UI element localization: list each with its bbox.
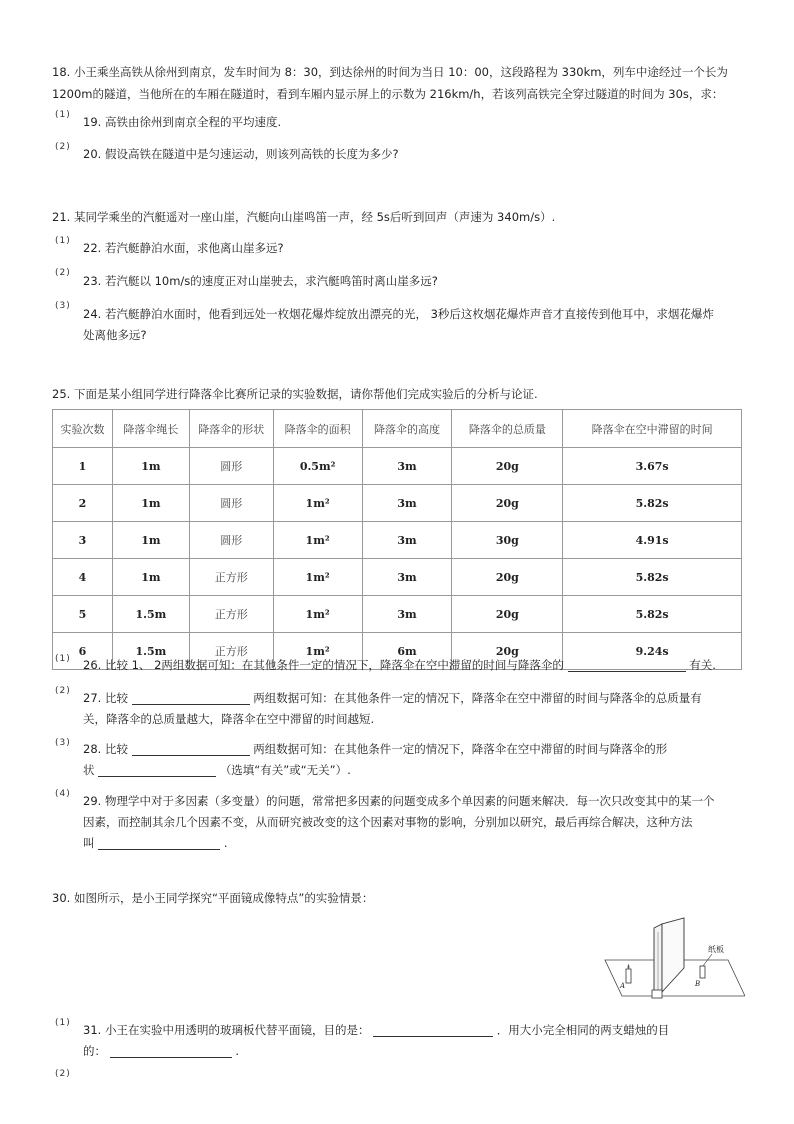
table-cell: 9.24s	[563, 633, 742, 670]
q18-stem	[52, 61, 742, 105]
table-cell: 圆形	[189, 522, 273, 559]
table-cell: 1m	[112, 485, 189, 522]
table-cell: 圆形	[189, 448, 273, 485]
table-cell: 20g	[452, 596, 563, 633]
table-cell: 3m	[362, 559, 452, 596]
table-cell: 1m²	[273, 522, 362, 559]
table-row	[53, 485, 742, 522]
q27-number: (2)	[55, 686, 71, 696]
q31-line1-before: 31. 小王在实验中用透明的玻璃板代替平面镜，目的是：	[83, 1023, 370, 1037]
q23-number: (2)	[55, 268, 71, 278]
q24-line2: 处离他多远?	[83, 328, 147, 342]
table-cell: 3m	[362, 485, 452, 522]
table-cell: 5.82s	[563, 559, 742, 596]
table-cell: 30g	[452, 522, 563, 559]
table-cell: 1m²	[273, 596, 362, 633]
q29-line3-after: .	[223, 836, 228, 850]
q27-text	[83, 688, 743, 730]
q29-text	[83, 791, 743, 854]
q28-before: 28. 比较	[83, 742, 128, 756]
q24-text	[83, 304, 743, 346]
table-cell: 圆形	[189, 485, 273, 522]
table-cell: 1	[53, 448, 113, 485]
q29-number: (4)	[55, 789, 71, 799]
q28-after: 两组数据可知：在其他条件一定的情况下，降落伞在空中滞留的时间与降落伞的形	[253, 742, 668, 756]
q31-answer-blank-1[interactable]	[373, 1022, 493, 1037]
q28-text	[83, 739, 743, 781]
candle-a-icon	[626, 969, 631, 983]
q28-line2-before: 状	[83, 763, 95, 777]
q31-text	[83, 1020, 743, 1062]
q18-line1: 18. 小王乘坐高铁从徐州到南京，发车时间为 8：30，到达徐州的时间为当日 10：00，这段路程为 330km，列车中途经过一个长为	[52, 65, 728, 79]
table-cell: 1.5m	[112, 633, 189, 670]
table-cell: 5	[53, 596, 113, 633]
table-row	[53, 522, 742, 559]
table-cell: 1m²	[273, 485, 362, 522]
table-cell: 1m	[112, 522, 189, 559]
table-cell: 5.82s	[563, 485, 742, 522]
q28-line2-after: （选填“有关”或“无关”）.	[219, 763, 351, 777]
table-header: 降落伞的高度	[362, 410, 452, 448]
q26-text	[83, 655, 743, 676]
q19-text: 19. 高铁由徐州到南京全程的平均速度.	[83, 115, 282, 129]
table-row	[53, 448, 742, 485]
q28-answer-blank-2[interactable]	[98, 762, 216, 777]
candle-b-icon	[700, 966, 705, 978]
glass-stand	[652, 990, 662, 998]
table-header: 降落伞的形状	[189, 410, 273, 448]
q27-answer-blank[interactable]	[132, 690, 250, 705]
q27-line2: 关，降落伞的总质量越大，降落伞在空中滞留的时间越短.	[83, 712, 375, 726]
q29-line3-before: 叫	[83, 836, 95, 850]
table-cell: 3	[53, 522, 113, 559]
q26-answer-blank[interactable]	[568, 657, 686, 672]
q24-number: (3)	[55, 301, 71, 311]
table-header-row	[53, 410, 742, 448]
table-cell: 20g	[452, 485, 563, 522]
q22-text: 22. 若汽艇静泊水面，求他离山崖多远?	[83, 241, 284, 255]
candle-a-label: A	[620, 982, 626, 990]
table-row	[53, 559, 742, 596]
q31-line2-before: 的：	[83, 1044, 106, 1058]
q29-answer-blank[interactable]	[98, 835, 220, 850]
q31-answer-blank-2[interactable]	[110, 1043, 232, 1058]
q21-stem: 21. 某同学乘坐的汽艇遥对一座山崖，汽艇向山崖鸣笛一声，经 5s后听到回声（声速为 340m/s）.	[52, 210, 556, 224]
q22-number: (1)	[55, 236, 71, 246]
table-cell: 1m	[112, 559, 189, 596]
q28-number: (3)	[55, 738, 71, 748]
q31-line1-after: ．用大小完全相同的两支蜡烛的目	[496, 1023, 670, 1037]
table-cell: 正方形	[189, 633, 273, 670]
q27-before: 27. 比较	[83, 691, 128, 705]
table-cell: 1m²	[273, 633, 362, 670]
q23-text: 23. 若汽艇以 10m/s的速度正对山崖驶去，求汽艇鸣笛时离山崖多远?	[83, 274, 438, 288]
table-cell: 4.91s	[563, 522, 742, 559]
table-cell: 1m	[112, 448, 189, 485]
table-header: 实验次数	[53, 410, 113, 448]
table-cell: 1m²	[273, 559, 362, 596]
q26-after: 有关.	[689, 658, 716, 672]
q28-answer-blank-1[interactable]	[132, 741, 250, 756]
table-cell: 20g	[452, 448, 563, 485]
q30-stem: 30. 如图所示，是小王同学探究“平面镜成像特点”的实验情景：	[52, 891, 374, 905]
q18-line2: 1200m的隧道，当他所在的车厢在隧道时，看到车厢内显示屏上的示数为 216km/h，若该列高铁完全穿过隧道的时间为 30s，求：	[52, 87, 724, 101]
q20-text: 20. 假设高铁在隧道中是匀速运动，则该列高铁的长度为多少?	[83, 147, 399, 161]
q26-number: (1)	[55, 654, 71, 664]
table-cell: 6	[53, 633, 113, 670]
q31-number: (1)	[55, 1018, 71, 1028]
table-header: 降落伞的面积	[273, 410, 362, 448]
table-cell: 1.5m	[112, 596, 189, 633]
table-cell: 6m	[362, 633, 452, 670]
plane-mirror-figure	[600, 912, 745, 1002]
table-cell: 3.67s	[563, 448, 742, 485]
q31-line2-after: .	[235, 1044, 239, 1058]
table-cell: 正方形	[189, 596, 273, 633]
q26-before: 26. 比较 1、 2两组数据可知：在其他条件一定的情况下，降落伞在空中滞留的时间与降落伞的	[83, 658, 564, 672]
paper-label: 纸板	[708, 945, 724, 954]
table-cell: 3m	[362, 522, 452, 559]
parachute-data-table	[52, 409, 742, 670]
q29-line1: 29. 物理学中对于多因素（多变量）的问题，常常把多因素的问题变成多个单因素的问题来解决．每一次只改变其中的某一个	[83, 794, 715, 808]
table-cell: 正方形	[189, 559, 273, 596]
q29-line2: 因素，而控制其余几个因素不变，从而研究被改变的这个因素对事物的影响，分别加以研究，最后再综合解决，这种方法	[83, 815, 693, 829]
table-cell: 5.82s	[563, 596, 742, 633]
q24-line1: 24. 若汽艇静泊水面时，他看到远处一枚烟花爆炸绽放出漂亮的光， 3秒后这枚烟花爆炸声音才直接传到他耳中，求烟花爆炸	[83, 307, 714, 321]
table-cell: 0.5m²	[273, 448, 362, 485]
table-cell: 3m	[362, 448, 452, 485]
q25-stem: 25. 下面是某小组同学进行降落伞比赛所记录的实验数据，请你帮他们完成实验后的分析与论证.	[52, 387, 538, 401]
table-header: 降落伞在空中滞留的时间	[563, 410, 742, 448]
q27-after: 两组数据可知：在其他条件一定的情况下，降落伞在空中滞留的时间与降落伞的总质量有	[253, 691, 702, 705]
q32-number: (2)	[55, 1069, 71, 1079]
table-cell: 2	[53, 485, 113, 522]
q20-number: (2)	[55, 142, 71, 152]
table-header: 降落伞的总质量	[452, 410, 563, 448]
table-cell: 20g	[452, 633, 563, 670]
table-row	[53, 596, 742, 633]
table-cell: 4	[53, 559, 113, 596]
table-cell: 20g	[452, 559, 563, 596]
table-header: 降落伞绳长	[112, 410, 189, 448]
table-cell: 3m	[362, 596, 452, 633]
candle-b-label: B	[695, 980, 701, 988]
q19-number: (1)	[55, 110, 71, 120]
